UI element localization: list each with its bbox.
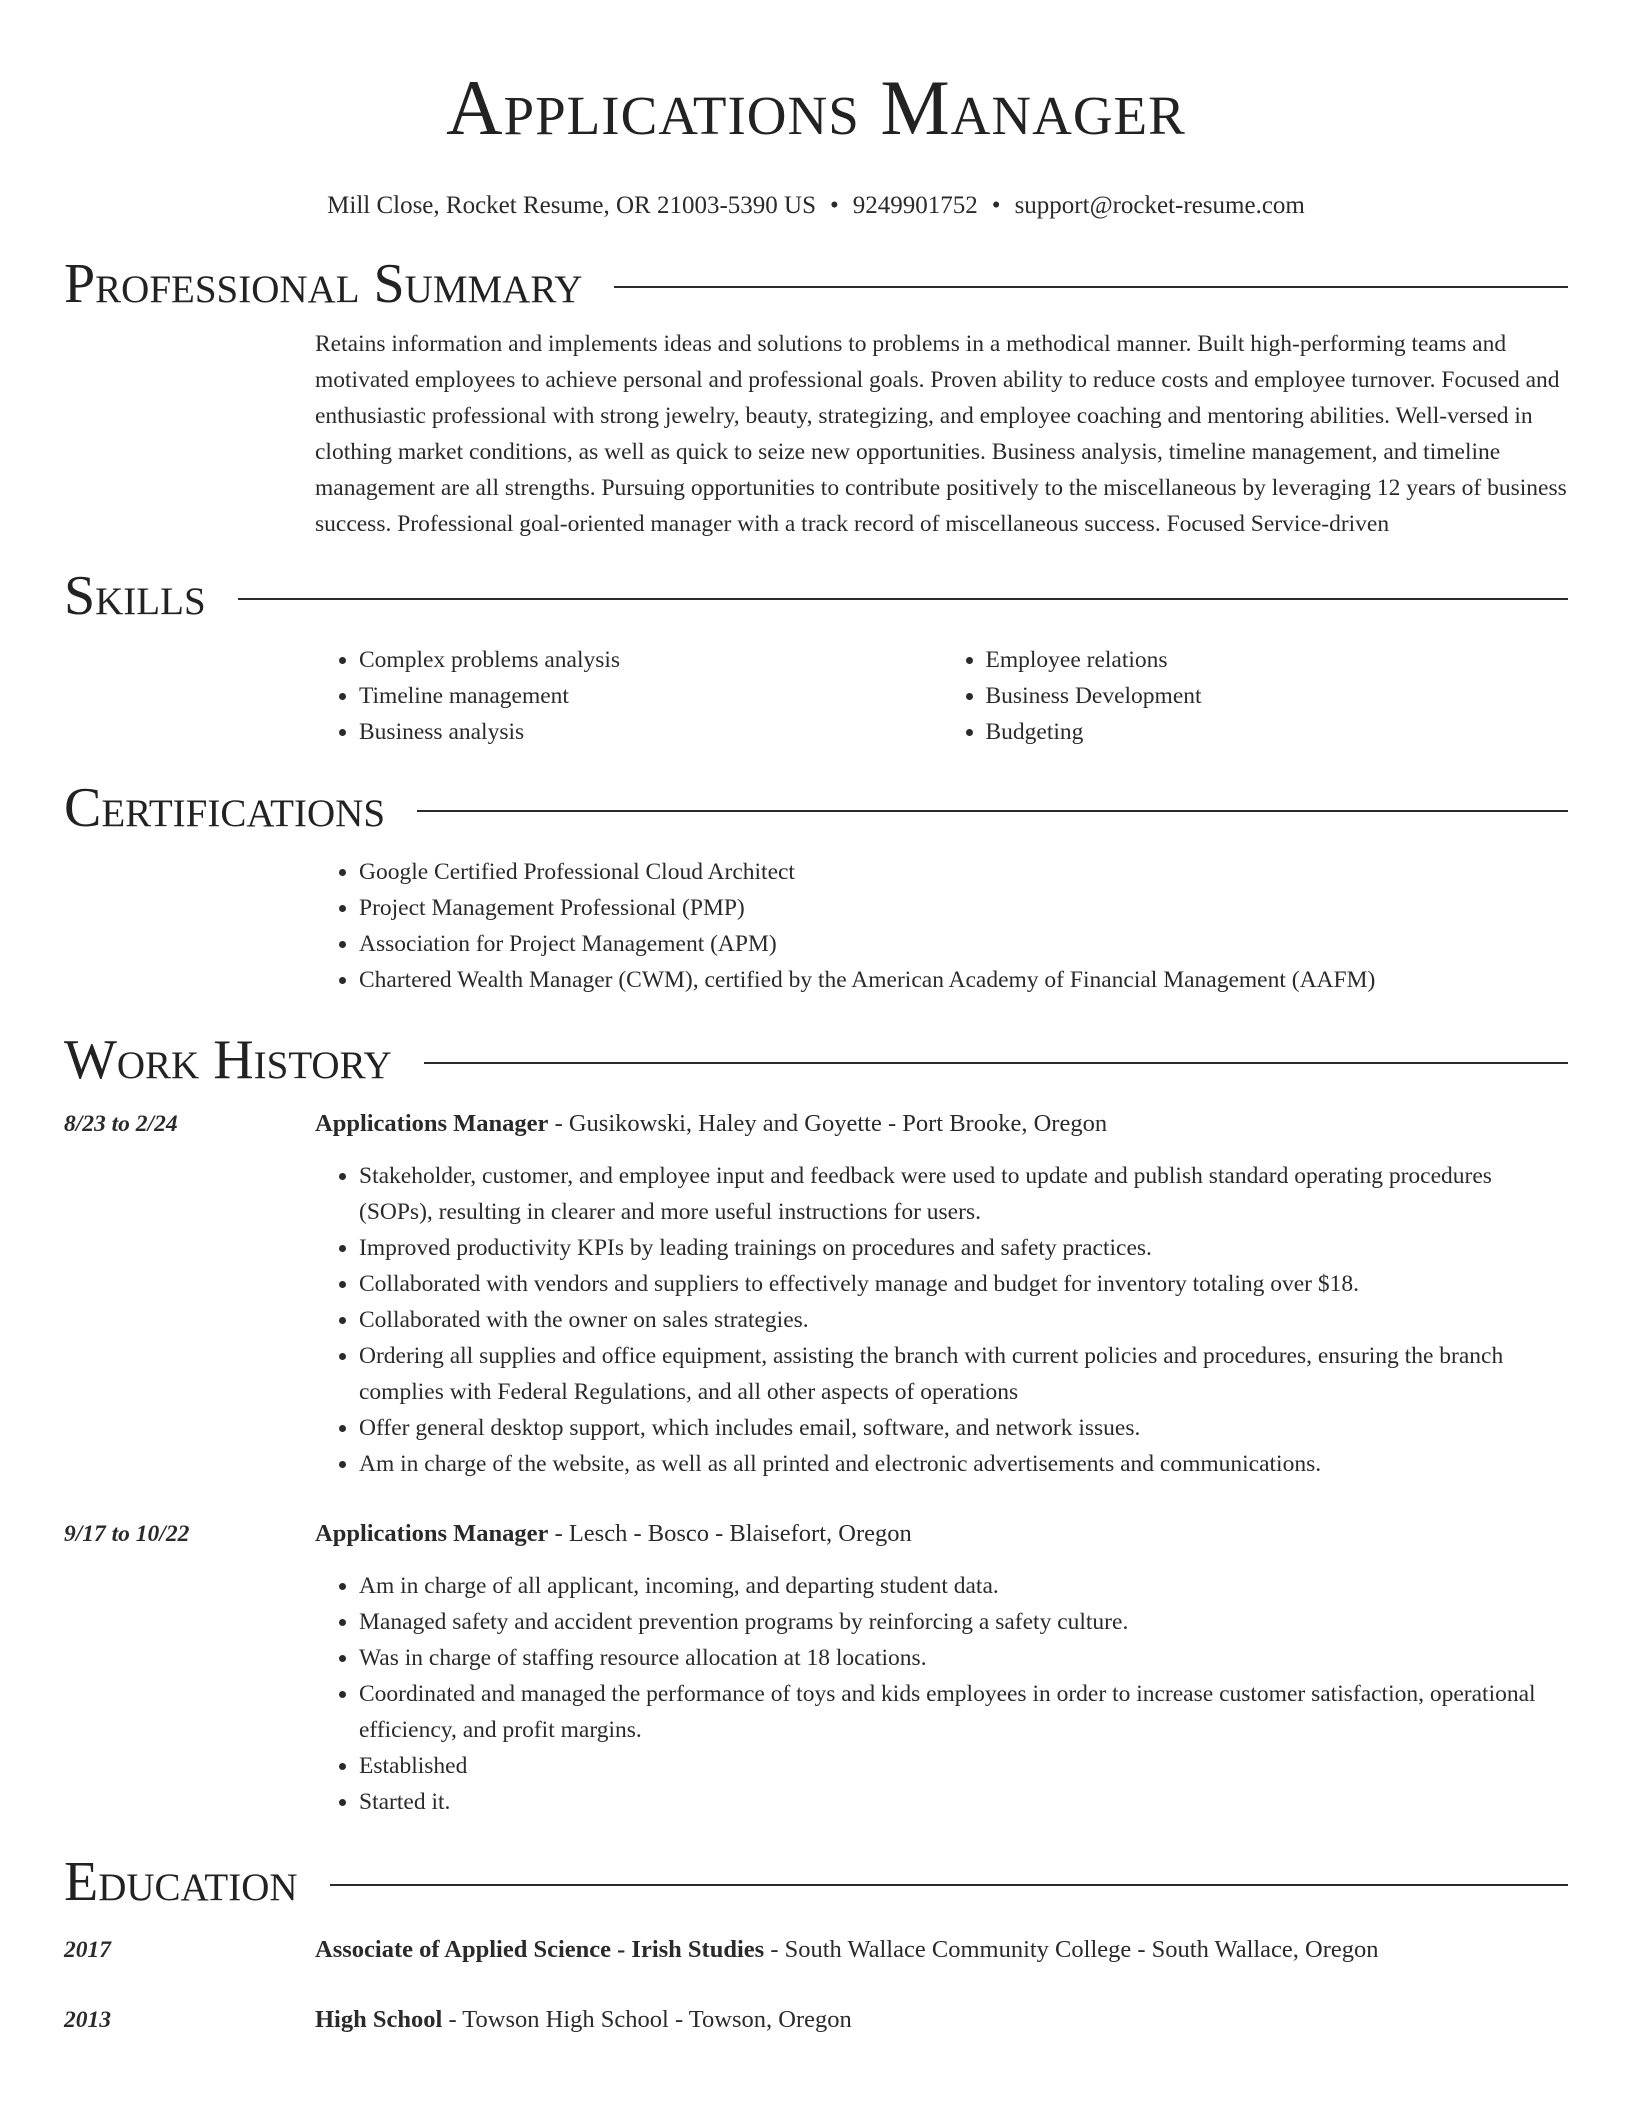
summary-text: Retains information and implements ideas and solutions to problems in a methodical manner. Built high-performing teams and motivated employees to achieve personal and professional goals. Proven ability to reduce costs and employee turnover. Focused and enthusiastic professional with strong jewelry, beauty, strategizing, and employee coaching and mentoring abilities. Well-versed in clothing market conditions, as well as quick to seize new opportunities. Business analysis, timeline management, and timeline management are all strengths. Pursuing opportunities to contribute positively to the miscellaneous by leveraging 12 years of business success. Professional goal-oriented manager with a track record of miscellaneous success. Focused Service-driven: [315, 331, 1567, 537]
job-employer: - Lesch - Bosco - Blaisefort, Oregon: [548, 1520, 912, 1547]
summary-heading: Professional Summary: [64, 253, 583, 315]
education-date: 2013: [64, 2007, 111, 2033]
job-entry: [64, 1516, 1568, 1820]
contact-email: support@rocket-resume.com: [1014, 192, 1305, 219]
job-bullet: • Was in charge of staffing resource allocation at 18 locations.: [359, 1640, 1568, 1676]
education-section-header: [64, 1850, 1568, 1914]
job-bullet: • Am in charge of all applicant, incoming, and departing student data.: [359, 1568, 1568, 1604]
job-bullets: [315, 1158, 1568, 1482]
job-employer: - Gusikowski, Haley and Goyette - Port Brooke, Oregon: [548, 1110, 1108, 1137]
certification-item: • Project Management Professional (PMP): [359, 890, 1568, 926]
job-title-line: [315, 1106, 1107, 1142]
contact-phone: 9249901752: [852, 192, 978, 219]
contact-separator: •: [830, 192, 839, 219]
job-bullet: • Managed safety and accident prevention programs by reinforcing a safety culture.: [359, 1604, 1568, 1640]
skill-item: • Complex problems analysis: [359, 642, 942, 678]
certifications-list: [315, 854, 1568, 998]
contact-line: [64, 190, 1568, 222]
education-date: 2017: [64, 1937, 111, 1963]
job-bullet: • Stakeholder, customer, and employee input and feedback were used to update and publish standard operating procedures (SOPs), resulting in clearer and more useful instructions for users.: [359, 1158, 1568, 1230]
education-degree: Associate of Applied Science - Irish Studies: [315, 1936, 765, 1963]
education-heading: Education: [64, 1851, 298, 1913]
section-divider: [330, 1884, 1568, 1886]
certification-item: • Google Certified Professional Cloud Architect: [359, 854, 1568, 890]
education-school: - South Wallace Community College - South Wallace, Oregon: [764, 1936, 1379, 1963]
section-divider: [424, 1062, 1568, 1064]
job-bullet: • Ordering all supplies and office equipment, assisting the branch with current policies and procedures, ensuring the branch complies with Federal Regulations, and all other aspects of operations: [359, 1338, 1568, 1410]
job-dates: 8/23 to 2/24: [64, 1111, 178, 1137]
job-title: Applications Manager: [315, 1110, 549, 1137]
education-entry: [64, 2002, 1568, 2038]
work-heading: Work History: [64, 1029, 392, 1091]
skills-list: [315, 642, 1568, 750]
skills-heading: Skills: [64, 565, 206, 627]
work-section-header: [64, 1028, 1568, 1092]
skills-column-right: [942, 642, 1569, 750]
job-bullet: • Coordinated and managed the performance of toys and kids employees in order to increase customer satisfaction, operational efficiency, and profit margins.: [359, 1676, 1568, 1748]
certifications-heading: Certifications: [64, 777, 386, 839]
job-bullet: • Established: [359, 1748, 1568, 1784]
job-entry: [64, 1106, 1568, 1482]
job-title-line: [315, 1516, 912, 1552]
section-divider: [417, 810, 1568, 812]
contact-address: Mill Close, Rocket Resume, OR 21003-5390 US: [327, 192, 817, 219]
job-bullet: • Improved productivity KPIs by leading trainings on procedures and safety practices.: [359, 1230, 1568, 1266]
section-divider: [614, 286, 1568, 288]
job-bullet: • Offer general desktop support, which includes email, software, and network issues.: [359, 1410, 1568, 1446]
job-dates: 9/17 to 10/22: [64, 1521, 190, 1547]
skill-item: • Business analysis: [359, 714, 942, 750]
skills-section-header: [64, 564, 1568, 628]
job-bullet: • Am in charge of the website, as well as all printed and electronic advertisements and communications.: [359, 1446, 1568, 1482]
skill-item: • Budgeting: [986, 714, 1569, 750]
job-bullet: • Collaborated with the owner on sales strategies.: [359, 1302, 1568, 1338]
skill-item: • Employee relations: [986, 642, 1569, 678]
skill-item: • Business Development: [986, 678, 1569, 714]
education-title-line: [315, 1932, 1379, 1968]
education-degree: High School: [315, 2006, 443, 2033]
job-title: Applications Manager: [315, 1520, 549, 1547]
section-divider: [238, 598, 1568, 600]
skill-item: • Timeline management: [359, 678, 942, 714]
education-school: - Towson High School - Towson, Oregon: [442, 2006, 852, 2033]
job-bullet: • Collaborated with vendors and suppliers to effectively manage and budget for inventory totaling over $18.: [359, 1266, 1568, 1302]
certifications-section-header: [64, 776, 1568, 840]
job-bullet: • Started it.: [359, 1784, 1568, 1820]
contact-separator: •: [991, 192, 1001, 219]
certification-item: • Association for Project Management (APM): [359, 926, 1568, 962]
summary-section: [315, 326, 1568, 542]
summary-section-header: [64, 252, 1568, 316]
education-entry: [64, 1932, 1568, 1968]
skills-column-left: [315, 642, 942, 750]
job-bullets: [315, 1568, 1568, 1820]
certification-item: • Chartered Wealth Manager (CWM), certified by the American Academy of Financial Management (AAFM): [359, 962, 1568, 998]
candidate-name: Applications Manager: [446, 64, 1186, 151]
education-title-line: [315, 2002, 852, 2038]
